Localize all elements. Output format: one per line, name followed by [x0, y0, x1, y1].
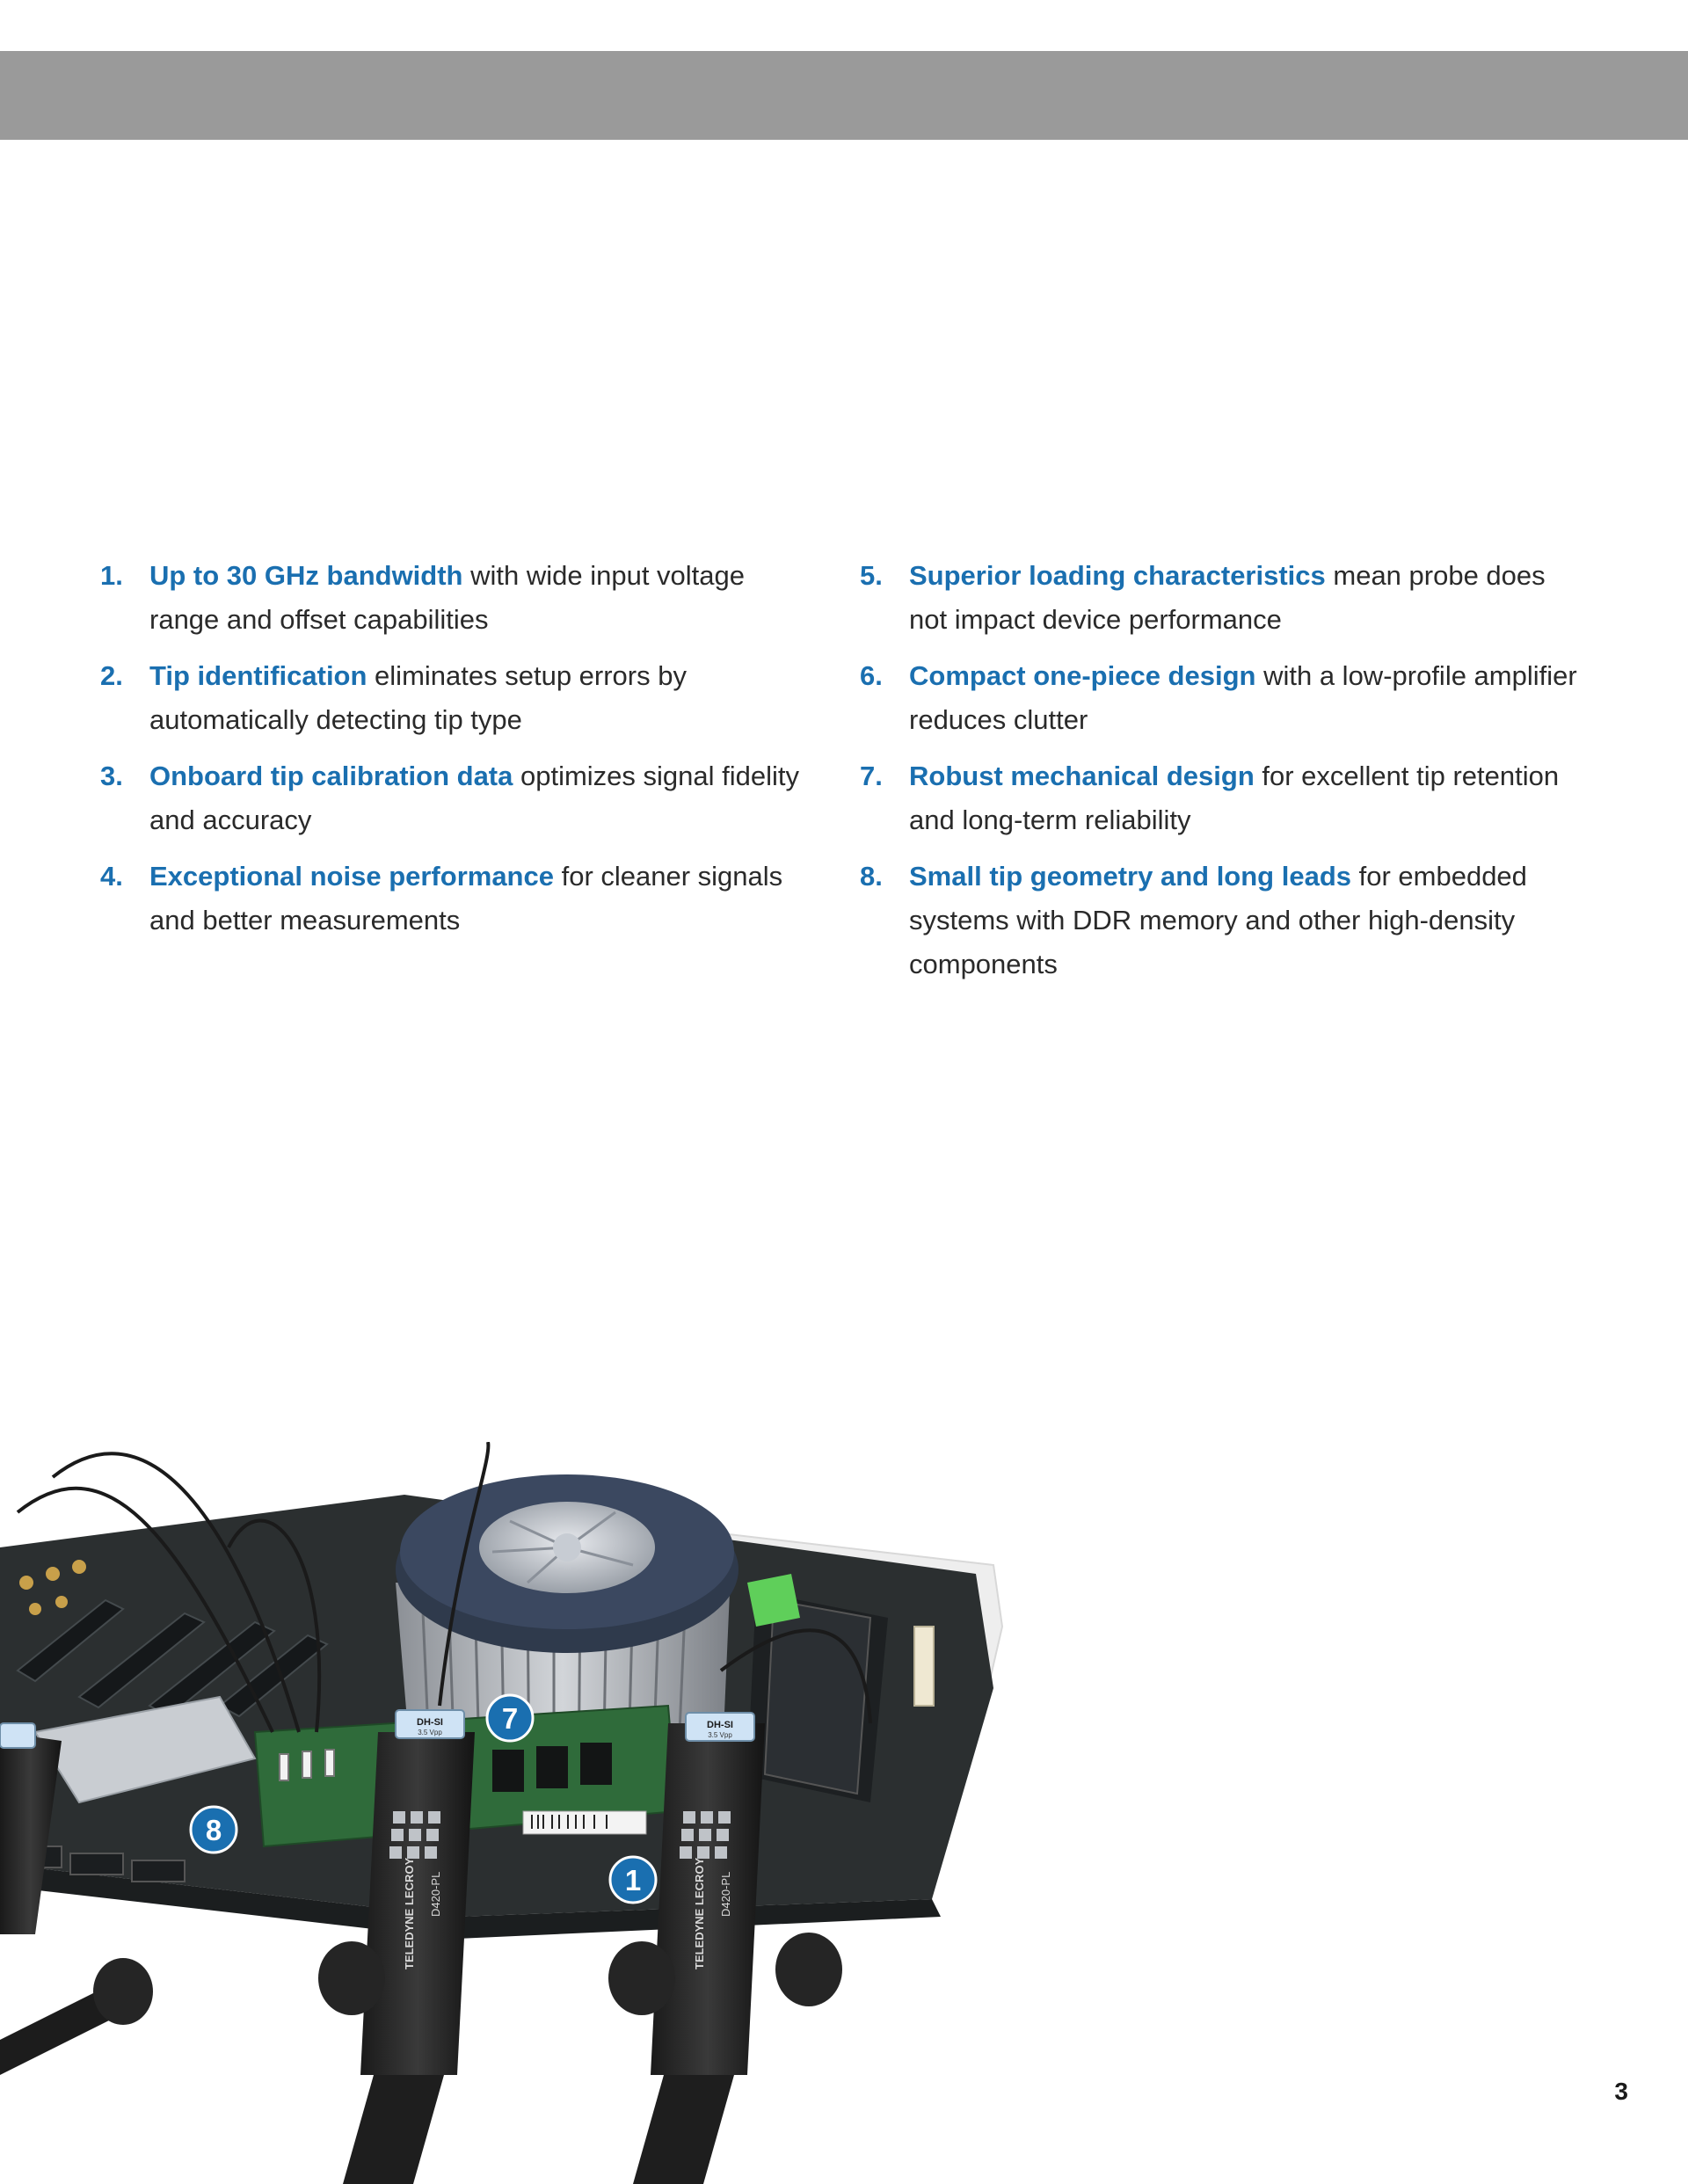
feature-highlight: Small tip geometry and long leads: [909, 861, 1351, 892]
feature-text: with wide input voltage range and offset capabilities: [149, 560, 746, 635]
feature-body: [909, 754, 1581, 842]
feature-body: [909, 855, 1581, 986]
feature-number: 7.: [860, 761, 883, 791]
feature-highlight: Superior loading characteristics: [909, 560, 1326, 591]
feature-number: 8.: [860, 861, 883, 892]
feature-text: mean probe does not impact device performance: [909, 560, 1546, 635]
feature-item: [860, 554, 1581, 642]
probe-brand: TELEDYNE LECROY: [403, 1857, 416, 1969]
feature-body: [149, 654, 821, 742]
callout-marker: [487, 1695, 533, 1741]
feature-text: for excellent tip retention and long-term reliability: [909, 761, 1560, 835]
feature-item: [100, 754, 821, 842]
feature-number: 2.: [100, 660, 123, 691]
feature-item: [860, 754, 1581, 842]
feature-highlight: Robust mechanical design: [909, 761, 1255, 791]
feature-highlight: Compact one-piece design: [909, 660, 1256, 691]
probe-sublabel: 3.5 Vpp: [708, 1731, 732, 1739]
callout-marker: [610, 1857, 656, 1903]
feature-body: [149, 855, 821, 943]
feature-highlight: Tip identification: [149, 660, 367, 691]
callout-number: 8: [205, 1814, 222, 1846]
product-photo: [0, 1442, 1037, 2184]
feature-text: with a low-profile amplifier reduces clutter: [909, 660, 1577, 735]
power-connector: [914, 1627, 934, 1706]
feature-body: [909, 654, 1581, 742]
feature-number: 4.: [100, 861, 123, 892]
feature-body: [909, 554, 1581, 642]
feature-item: [100, 654, 821, 742]
dimm-chips: [492, 1743, 612, 1792]
feature-list-right: [860, 554, 1581, 999]
tip-connectors: [280, 1750, 334, 1780]
feature-text: for embedded systems with DDR memory and other high-density components: [909, 861, 1527, 979]
feature-text: for cleaner signals and better measurements: [149, 861, 783, 935]
feature-number: 5.: [860, 560, 883, 591]
feature-highlight: Exceptional noise performance: [149, 861, 554, 892]
callout-marker: [191, 1807, 236, 1853]
feature-number: 3.: [100, 761, 123, 791]
feature-highlight: Onboard tip calibration data: [149, 761, 513, 791]
probe-model: D420-PL: [429, 1871, 442, 1917]
probe-sublabel: 3.5 Vpp: [418, 1729, 442, 1736]
feature-item: [100, 855, 821, 943]
feature-number: 1.: [100, 560, 123, 591]
probe-brand: TELEDYNE LECROY: [693, 1857, 706, 1969]
feature-text: eliminates setup errors by automatically detecting tip type: [149, 660, 687, 735]
callout-number: 1: [624, 1864, 642, 1896]
header-band: [0, 51, 1688, 140]
feature-list-left: [100, 554, 821, 955]
callout-number: 7: [501, 1702, 519, 1735]
feature-text: optimizes signal fidelity and accuracy: [149, 761, 800, 835]
feature-body: [149, 554, 821, 642]
page-number: 3: [1614, 2078, 1628, 2105]
feature-highlight: Up to 30 GHz bandwidth: [149, 560, 463, 591]
feature-item: [100, 554, 821, 642]
probe-model: D420-PL: [719, 1871, 732, 1917]
feature-item: [860, 855, 1581, 986]
feature-number: 6.: [860, 660, 883, 691]
feature-item: [860, 654, 1581, 742]
probe-label: DH-SI: [417, 1717, 443, 1728]
feature-body: [149, 754, 821, 842]
probe-label: DH-SI: [707, 1720, 733, 1730]
